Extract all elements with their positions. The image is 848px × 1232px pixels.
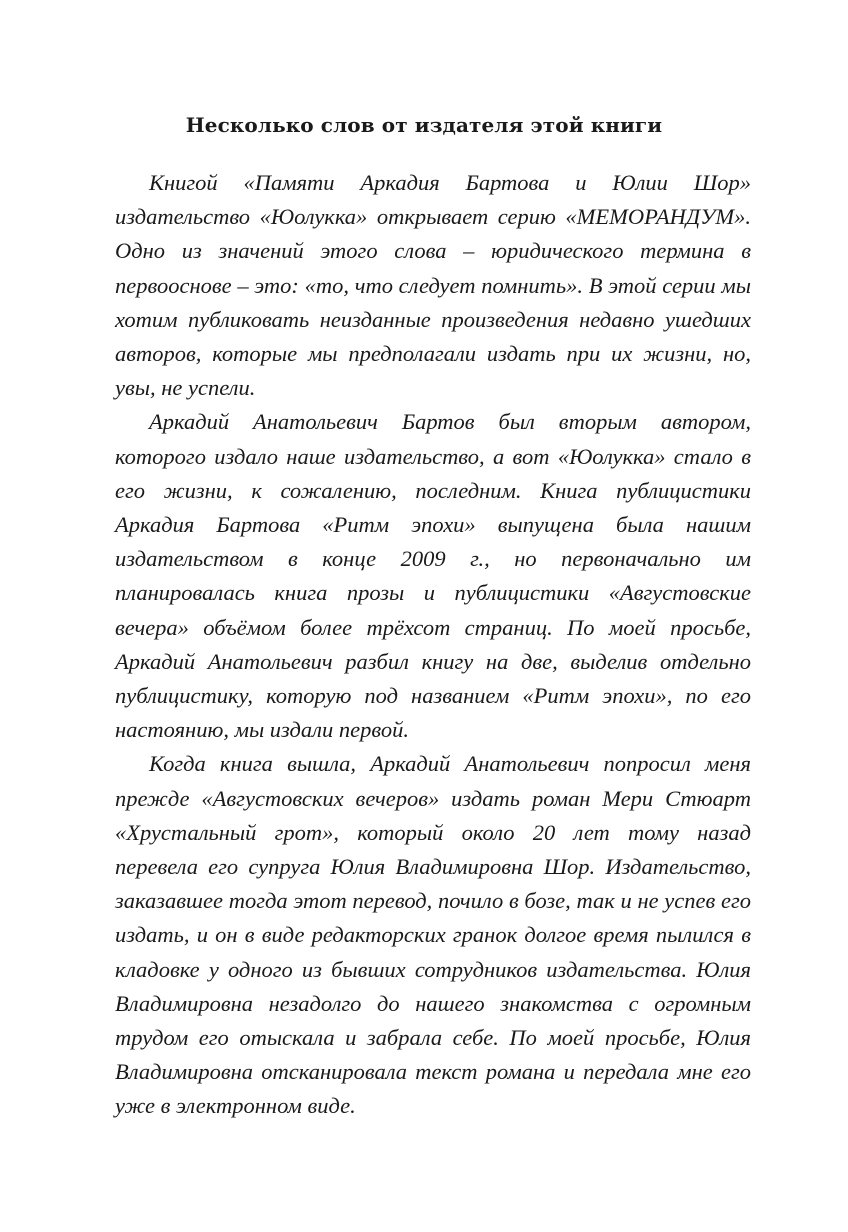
page-title: Несколько слов от издателя этой книги [185,113,663,137]
paragraph: Книгой «Памяти Аркадия Бартова и Юлии Шор» издательство «Юолукка» открывает серию «МЕМОРАНДУМ». Одно из значений этого слова – юридического термина в первооснове – это: «то, что следует помнить». В этой серии мы хотим публиковать неизданные произведения недавно ушедших авторов, которые мы предполагали издать при их жизни, но, увы, не успели. [115,170,751,401]
paragraph: Когда книга вышла, Аркадий Анатольевич попросил меня прежде «Августовских вечеров» издать роман Мери Стюарт «Хрустальный грот», который около 20 лет тому назад перевела его супруга Юлия Владимировна Шор. Издательство, заказавшее тогда этот перевод, почило в бозе, так и не успев его издать, и он в виде редакторских гранок долгое время пылился в кладовке у одного из бывших сотрудников издательства. Юлия Владимировна незадолго до нашего знакомства с огромным трудом его отыскала и забрала себе. По моей просьбе, Юлия Владимировна отсканировала текст романа и передала мне его уже в электронном виде. [115,751,751,1119]
paragraph: Аркадий Анатольевич Бартов был вторым автором, которого издало наше издательство, а вот «Юолукка» стало в его жизни, к сожалению, последним. Книга публицистики Аркадия Бартова «Ритм эпохи» выпущена была нашим издательством в конце 2009 г., но первоначально им планировалась книга прозы и публицистики «Августовские вечера» объёмом более трёхсот страниц. По моей просьбе, Аркадий Анатольевич разбил книгу на две, выделив отдельно публицистику, которую под названием «Ритм эпохи», по его настоянию, мы издали первой. [115,409,751,743]
body-text [115,166,751,1124]
